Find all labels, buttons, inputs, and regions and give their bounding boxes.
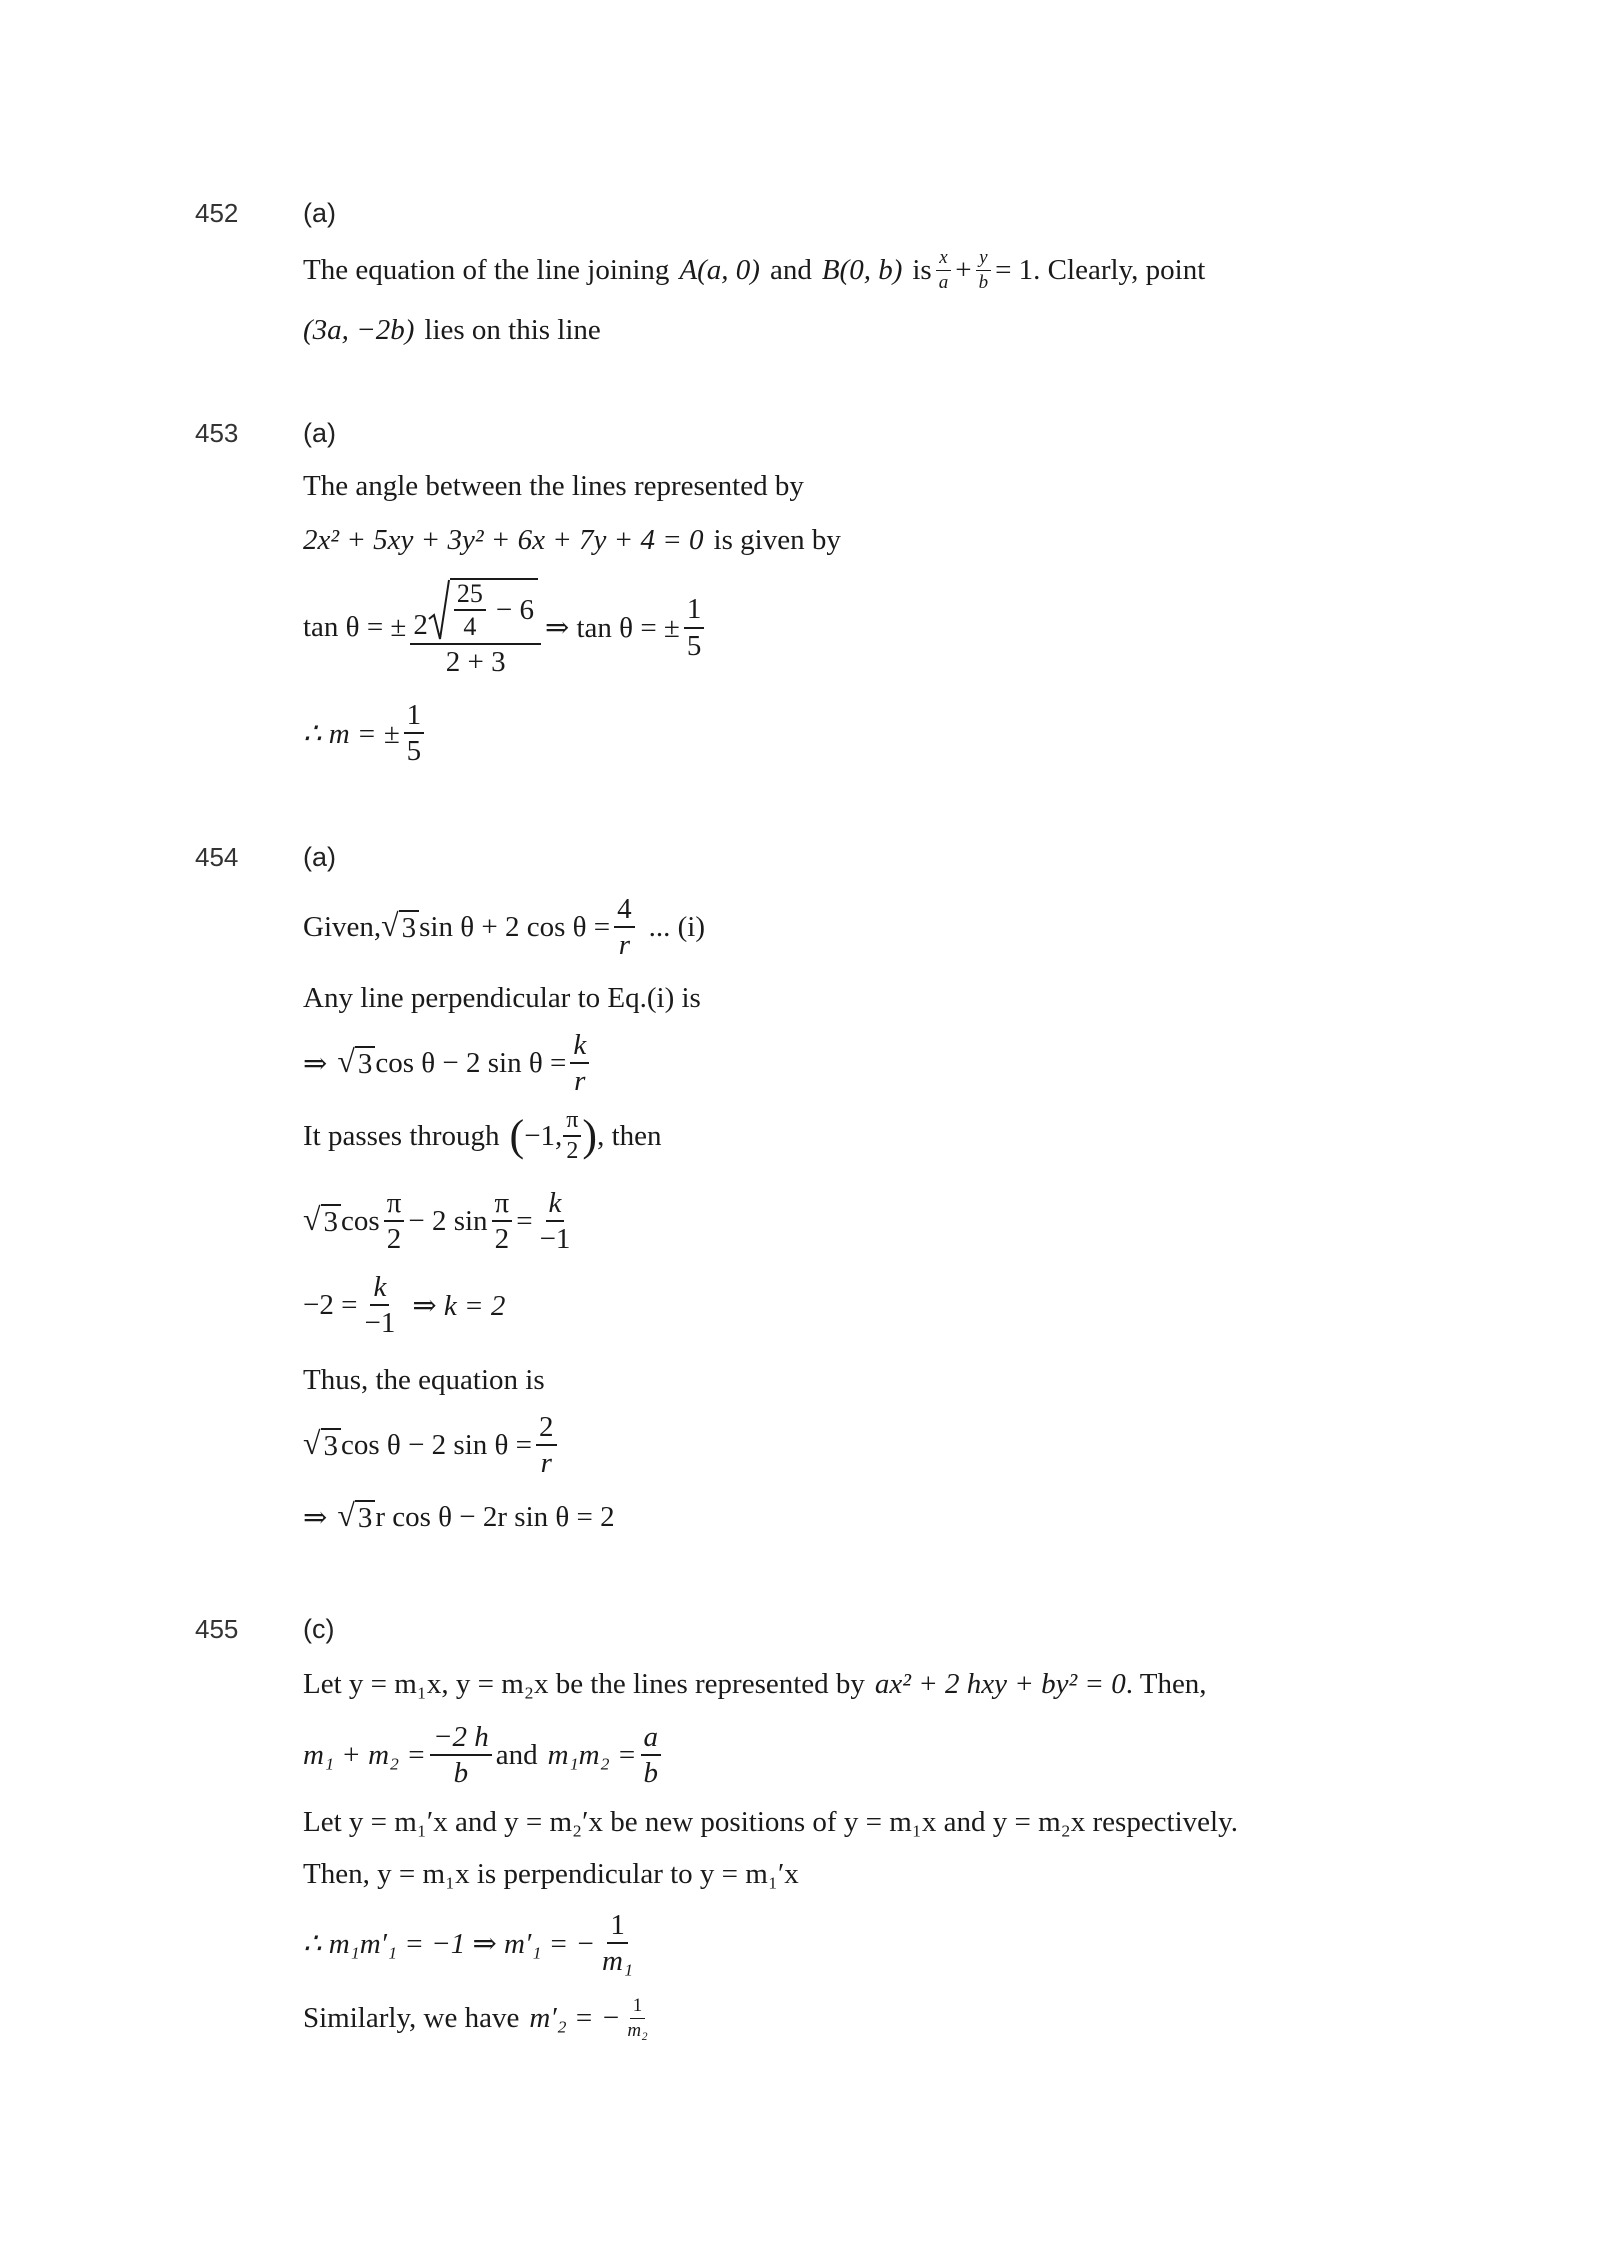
formula-line: Similarly, we have m′₂ = − $\frac{1}{\text{m₂}}$ — [303, 1996, 655, 2041]
point-b: B(0, b) — [821, 253, 903, 286]
fraction: $\frac{k}{-1}$ — [539, 1187, 571, 1256]
formula-line: ∴ m₁m′₁ = −1 ⇒ m′₁ = − $\frac{1}{\text{m₁}}$ — [303, 1910, 640, 1977]
fraction: $\frac{y}{b}$ — [976, 248, 992, 293]
formula-line: √ 3 cos θ − 2 sin θ = $\frac{2}{r}$ — [303, 1412, 561, 1479]
fraction: $\frac{-2 h}{b}$ — [430, 1722, 492, 1789]
solution-line: Any line perpendicular to Eq.(i) is — [303, 982, 701, 1014]
formula-line: ⇒ √ 3 r cos θ − 2r sin θ = 2 — [303, 1498, 615, 1534]
formula-line: ⇒ √ 3 cos θ − 2 sin θ = $\frac{k}{r}$ — [303, 1030, 593, 1097]
text: is — [912, 253, 932, 286]
text: ∴ m = ± — [303, 717, 400, 750]
solution-line: Let y = m₁x, y = m₂x be the lines represented by ax² + 2 hxy + by² = 0 . Then, — [303, 1668, 1207, 1700]
answer-option: (a) — [303, 198, 336, 228]
fraction: $\frac{k}{r}$ — [570, 1030, 589, 1097]
question-number: 455 — [195, 1614, 239, 1644]
formula-line: Given, √ 3 sin θ + 2 cos θ = $\frac{4}{r}$ ... (i) — [303, 893, 706, 962]
equation: 2x² + 5xy + 3y² + 6x + 7y + 4 = 0 — [303, 524, 704, 556]
fraction: $\frac{2}{r}$ — [536, 1412, 557, 1479]
solution-line: The equation of the line joining A(a, 0) and B(0, b) is $\frac{x}{a}$ + $\frac{y}{b}$ = 1. Clearly, point — [303, 247, 1206, 293]
fraction: 2 $\frac{25}{4}$ − 6 2 + 3 — [410, 578, 541, 677]
sqrt-sign: √ 3 — [381, 910, 419, 945]
formula-line: √ 3 cos $\frac{\pi}{2}$ − 2 sin $\frac{\pi}{2}$ = $\frac{k}{-1}$ — [303, 1188, 577, 1255]
question-number: 454 — [195, 842, 239, 872]
question-number: 452 — [195, 198, 239, 228]
text: = 1. Clearly, point — [995, 253, 1206, 286]
formula-line: −2 = $\frac{k}{-1}$ ⇒ k = 2 — [303, 1271, 506, 1340]
formula-line: It passes through ( −1, $\frac{\pi}{2}$ ) , then — [303, 1107, 662, 1165]
solution-line: The angle between the lines represented by — [303, 470, 804, 502]
sqrt-sign: √ 3 — [337, 1500, 375, 1535]
text: is given by — [713, 524, 841, 556]
sqrt-sign: √ 3 — [303, 1204, 341, 1239]
text: tan θ = ± — [303, 611, 407, 644]
formula-line: m₁ + m₂ = $\frac{-2 h}{b}$ and m₁m₂ = $\frac{a}{b}$ — [303, 1722, 665, 1789]
fraction: $\frac{a}{b}$ — [641, 1722, 662, 1789]
solution-line: Let y = m₁′x and y = m₂′x be new positions of y = m₁x and y = m₂x respectively. — [303, 1806, 1238, 1838]
fraction: $\frac{1}{5}$ — [404, 700, 425, 767]
text: ⇒ tan θ = ± — [544, 612, 680, 645]
text: lies on this line — [424, 314, 601, 346]
solution-line — [303, 524, 841, 557]
solution-line — [303, 314, 601, 347]
fraction: $\frac{x}{a}$ — [936, 248, 952, 293]
solution-line: Thus, the equation is — [303, 1364, 545, 1396]
fraction: $\frac{1}{\text{m₁}}$ — [602, 1909, 634, 1978]
point-a: A(a, 0) — [679, 253, 760, 286]
sqrt-sign: $\frac{25}{4}$ − 6 — [428, 578, 538, 641]
sqrt-sign: √ 3 — [337, 1046, 375, 1081]
text: The equation of the line joining — [303, 253, 670, 286]
fraction: $\frac{k}{-1}$ — [364, 1271, 396, 1340]
formula-line — [303, 578, 708, 677]
sqrt-sign: √ 3 — [303, 1428, 341, 1463]
text: and — [769, 253, 812, 286]
fraction: $\frac{4}{r}$ — [614, 894, 635, 961]
fraction: $\frac{1}{5}$ — [684, 594, 705, 661]
formula-line — [303, 700, 428, 767]
fraction: $\frac{1}{\text{m₂}}$ — [627, 1995, 648, 2041]
solution-line: Then, y = m₁x is perpendicular to y = m₁′x — [303, 1858, 799, 1890]
answer-option: (a) — [303, 418, 336, 448]
answer-option: (c) — [303, 1614, 335, 1644]
question-number: 453 — [195, 418, 239, 448]
point: (3a, −2b) — [303, 314, 415, 346]
answer-option: (a) — [303, 842, 336, 872]
